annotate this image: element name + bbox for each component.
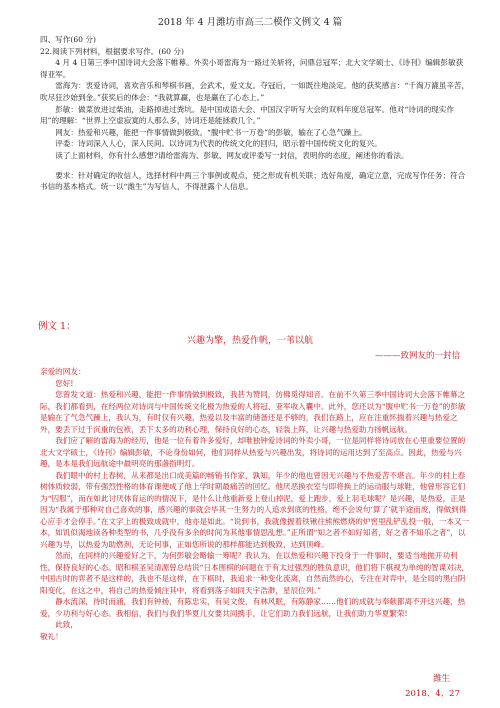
essay-closing-1: 此致， bbox=[55, 620, 78, 629]
essay-title: 兴趣为擎，热爱作帆，一苇以航 bbox=[186, 336, 313, 346]
question-paragraph-1: 4 月 4 日第三季中国诗词大会落下帷幕。外卖小哥雷海为一路过关斩将，问鼎总冠军；北大文学硕士、《诗刊》编辑彭敏获得亚军。 bbox=[40, 58, 464, 79]
essay-date: 2018、4、27 bbox=[405, 689, 460, 699]
question-paragraph-6: 读了上面材料，你有什么感想?请给雷海为、彭敏、网友或评委写一封信，表明你的态度，阐述你的看法。 bbox=[55, 150, 409, 160]
essay-salutation: 亲爱的网友： bbox=[40, 367, 86, 376]
essay-paragraph-4: 然而，在同样的兴趣爱好之下，为何彭敏会略输一筹呢？我认为，在以热爱和兴趣下投身于一件事时，要适当地抛开功利性，保持良好的心态。昭和棋圣吴清源曾总结说“日本围棋的问题在于有太过强烈的胜负意识，他们将下棋视为单纯的智谋对决，中国古时的弈者不是这样的，我也不是这样，在下棋时，我追求一种变化流离，自然而然的心，专注在对弈中，是全局的黑白阴阳变化，在这之中，将自己的热爱倾注其中，将看到落子如同天宇浩渺，星辰位列。” bbox=[40, 551, 470, 595]
question-paragraph-5: 评委：诗词深入人心，深入民间。以诗词为代表的传统文化的回归，昭示着中国传统文化的复兴。 bbox=[55, 139, 382, 149]
example-label: 例文 1： bbox=[38, 321, 76, 332]
essay-subtitle: ———致网友的一封信 bbox=[374, 351, 460, 361]
question-paragraph-3: 彭敏：做菜放进过柴油，走路掉进过粪坑。是中国成语大会、中国汉字听写大会的双料年度总冠军。他对“诗词的现实作用”的理解：“世界上空虚寂寞的人那么多，诗词还是能拯救几个。” bbox=[40, 104, 454, 126]
essay-paragraph-3: 我们眼中的村上春树，从来都是出口成美篇的畅销书作家，孰知，年少的他也曾因无兴趣与不热爱苦不堪言。年少的村上春树体质较弱，带有强烈性格的体育课便成了他上学时期最痛苦的回忆。他厌恶换衣室与即将换上的运动服与球鞋，他曾形容它们为“囚服”，而在如此讨厌体育运的的情况下，是什么让他重新爱上登山掉泥，爱上跑步，爱上羽毛球呢？是兴趣，是热爱，正是因为“我属于那种对自己喜欢的事，感兴趣的事就会毕其一生努力的人追求到底的性格，绝不会说句‘算了’就半途而废，得做到得心应手才会停手。”在文字上的极致成就中，他亦是如此。“说到书，我就像握着铁锹往熊熊燃烧的炉窖里乱铲乱投一般，一本又一本，如饥似渴地读各种类型的书，几乎没有多余的时间为其他事情思乱想。”正所谓“知之者不如好知者，好之者不如乐之者”，以兴趣为导，以热爱为助燃剂，无论何事，正如您所说的那样都能达到极致，达到顶峰。 bbox=[40, 470, 470, 549]
essay-signature: 潍生 bbox=[432, 674, 450, 684]
essay-greeting: 您好! bbox=[55, 378, 74, 388]
essay-paragraph-5: 静水流深，待时而涌，我们有钟扬，有陈忠实，有吴文俊，有林风眠，有陈静家……他们的成就与奉献都离不开这兴趣，热爱，少功利与好心态。我相信，我们与我们华夏儿女要共同携手，让它们助力我们远航，让我们助力华夏繁荣! bbox=[40, 597, 466, 618]
question-paragraph-2: 雷海为：衷爱诗词，喜欢音乐和琴棋书画，会武术，爱文友。夺冠后，一如既往地淡定。他的获奖感言：“千淘万漉虽辛苦，吹尽狂沙始到金。”获奖后的体会：“我就算赢，也是赢在了心态上。” bbox=[40, 81, 470, 102]
essay-body bbox=[40, 366, 470, 642]
question-item: 22.阅读下列材料，根据要求写作。(60 分) bbox=[40, 46, 184, 56]
document-title: 2018 年 4 月潍坊市高三二模作文例文 4 篇 bbox=[157, 17, 343, 28]
question-block bbox=[40, 34, 470, 193]
question-requirements: 要求：针对确定的收信人，选择材料中两三个事例或观点，使之形成有机关联；选好角度，确定立意，完成写作任务；符合书信的基本格式。统一以“潍生”为写信人，不得泄露个人信息。 bbox=[40, 170, 466, 192]
section-heading: 四、写作(60 分) bbox=[40, 35, 96, 44]
question-paragraph-4: 网友：热爱和兴趣，能把一件事情做到极致。“腹中贮书一万卷”的彭敏，输在了心急气躁上。 bbox=[55, 127, 367, 137]
essay-paragraph-1: 您曾发文道：热爱和兴趣，能把一件事情做到极致，我甚为赞同，仿佛觅得知音。在前不久第三季中国诗词大会落下帷幕之际，我们都看到，在经两位对诗词与中国传统文化极为热爱的人将冠、亚军收入囊中。此外，您还以为“腹中贮书一万卷”的彭敏是输在了气急气躁上，我认为，有时仅有兴趣，热爱以及丰富的储备还是不够的，我们在路上，应在注重怀揣着兴趣与热爱之外，要丢下过于沉重的包袱，丢下太多的功利心理，保持良好的心态，轻装上阵，让兴趣与热爱助力扬帆远航。 bbox=[40, 390, 466, 434]
essay-closing-2: 敬礼！ bbox=[40, 631, 63, 641]
essay-paragraph-2: 我们应了解的雷海为的经历，他是一位有着许多爱好，却唯独钟爱诗词的外卖小哥，一位是同样将诗词放在心里重要位置的北大文学硕士，《诗刊》编辑彭敏，不论身份如何，他们同样从热爱与兴趣出发，将诗词的运用达到了至高点。因此，热爱与兴趣，是本是我们远航途中最明亮的那盏指明灯。 bbox=[40, 436, 466, 468]
